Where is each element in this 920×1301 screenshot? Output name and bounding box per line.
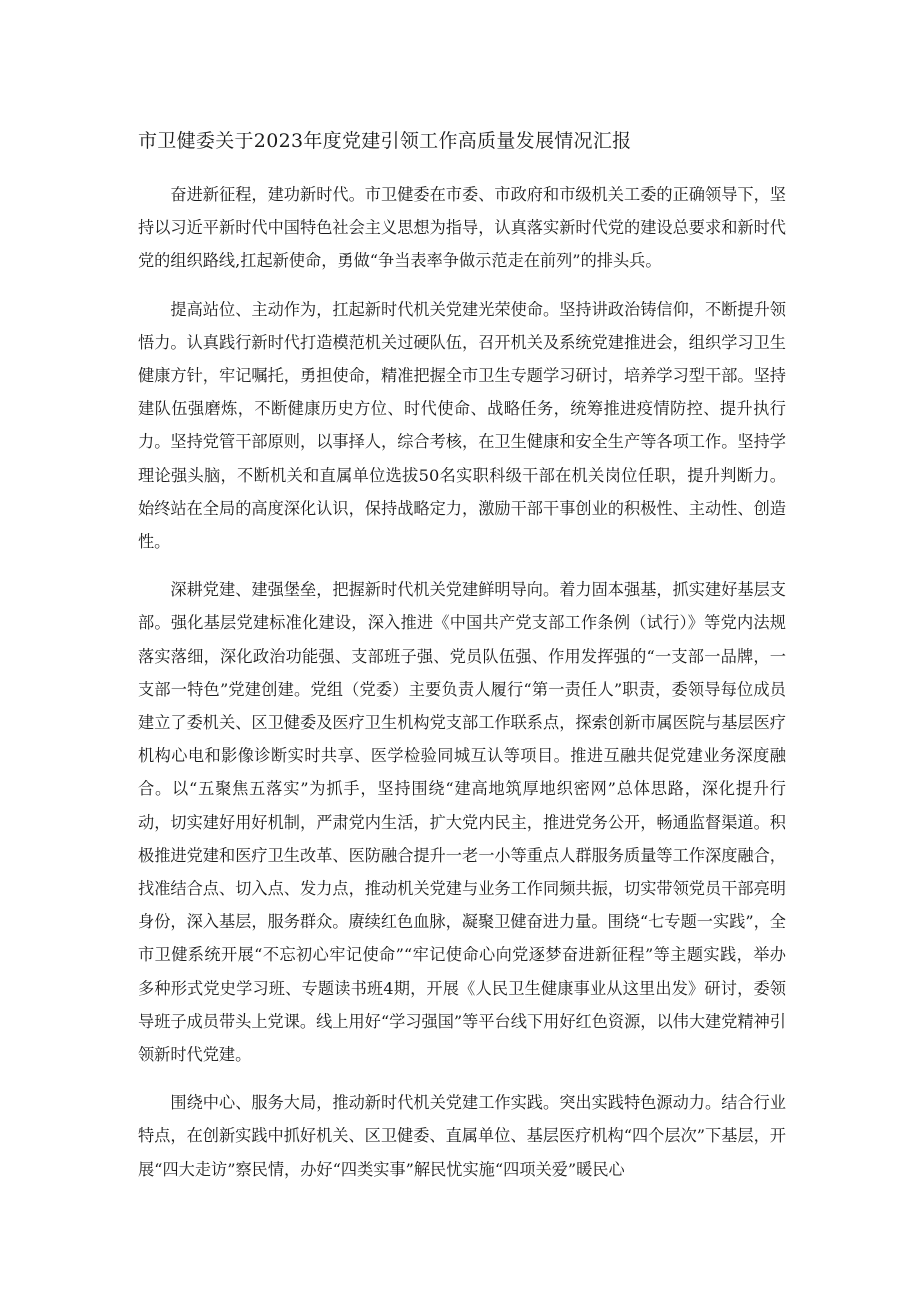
paragraph-serve-center: 围绕中心、服务大局，推动新时代机关党建工作实践。突出实践特色源动力。结合行业特点，在创新实践中抓好机关、区卫健委、直属单位、基层医疗机构“四个层次”下基层，开展“四大走访”察民情，办好“四类实事”解民忧实施“四项关爱”暖民心 [138,1093,786,1179]
document-page [138,124,786,1201]
paragraph-party-building: 深耕党建、建强堡垒，把握新时代机关党建鲜明导向。着力固本强基，抓实建好基层支部。强化基层党建标准化建设，深入推进《中国共产党支部工作条例（试行）》等党内法规落实落细，深化政治功能强、支部班子强、党员队伍强、作用发挥强的“一支部一品牌，一支部一特色”党建创建。党组（党委）主要负责人履行“第一责任人”职责，委领导每位成员建立了委机关、区卫健委及医疗卫生机构党支部工作联系点，探索创新市属医院与基层医疗机构心电和影像诊断实时共享、医学检验同城互认等项目。推进互融共促党建业务深度融合。以“五聚焦五落实”为抓手，坚持围绕“建高地筑厚地织密网”总体思路，深化提升行动，切实建好用好机制，严肃党内生活，扩大党内民主，推进党务公开，畅通监督渠道。积极推进党建和医疗卫生改革、医防融合提升一老一小等重点人群服务质量等工作深度融合，找准结合点、切入点、发力点，推动机关党建与业务工作同频共振，切实带领党员干部亮明身份，深入基层，服务群众。赓续红色血脉，凝聚卫健奋进力量。围绕“七专题一实践”，全市卫健系统开展“不忘初心牢记使命”“牢记使命心向党逐梦奋进新征程”等主题实践，举办多种形式党史学习班、专题读书班4期，开展《人民卫生健康事业从这里出发》研讨，委领导班子成员带头上党课。线上用好“学习强国”等平台线下用好红色资源，以伟大建党精神引领新时代党建。 [138,580,786,1065]
document-title: 市卫健委关于2023年度党建引领工作高质量发展情况汇报 [138,130,632,152]
paragraph-standing-position: 提高站位、主动作为，扛起新时代机关党建光荣使命。坚持讲政治铸信仰，不断提升领悟力。认真践行新时代打造模范机关过硬队伍，召开机关及系统党建推进会，组织学习卫生健康方针，牢记嘱托，勇担使命，精准把握全市卫生专题学习研讨，培养学习型干部。坚持建队伍强磨炼，不断健康历史方位、时代使命、战略任务，统筹推进疫情防控、提升执行力。坚持党管干部原则，以事择人，综合考核，在卫生健康和安全生产等各项工作。坚持学理论强头脑，不断机关和直属单位选拔50名实职科级干部在机关岗位任职，提升判断力。始终站在全局的高度深化认识，保持战略定力，激励干部干事创业的积极性、主动性、创造性。 [138,299,786,552]
paragraph-intro: 奋进新征程，建功新时代。市卫健委在市委、市政府和市级机关工委的正确领导下，坚持以习近平新时代中国特色社会主义思想为指导，认真落实新时代党的建设总要求和新时代党的组织路线,扛起新使命，勇做“争当表率争做示范走在前列”的排头兵。 [138,185,786,271]
